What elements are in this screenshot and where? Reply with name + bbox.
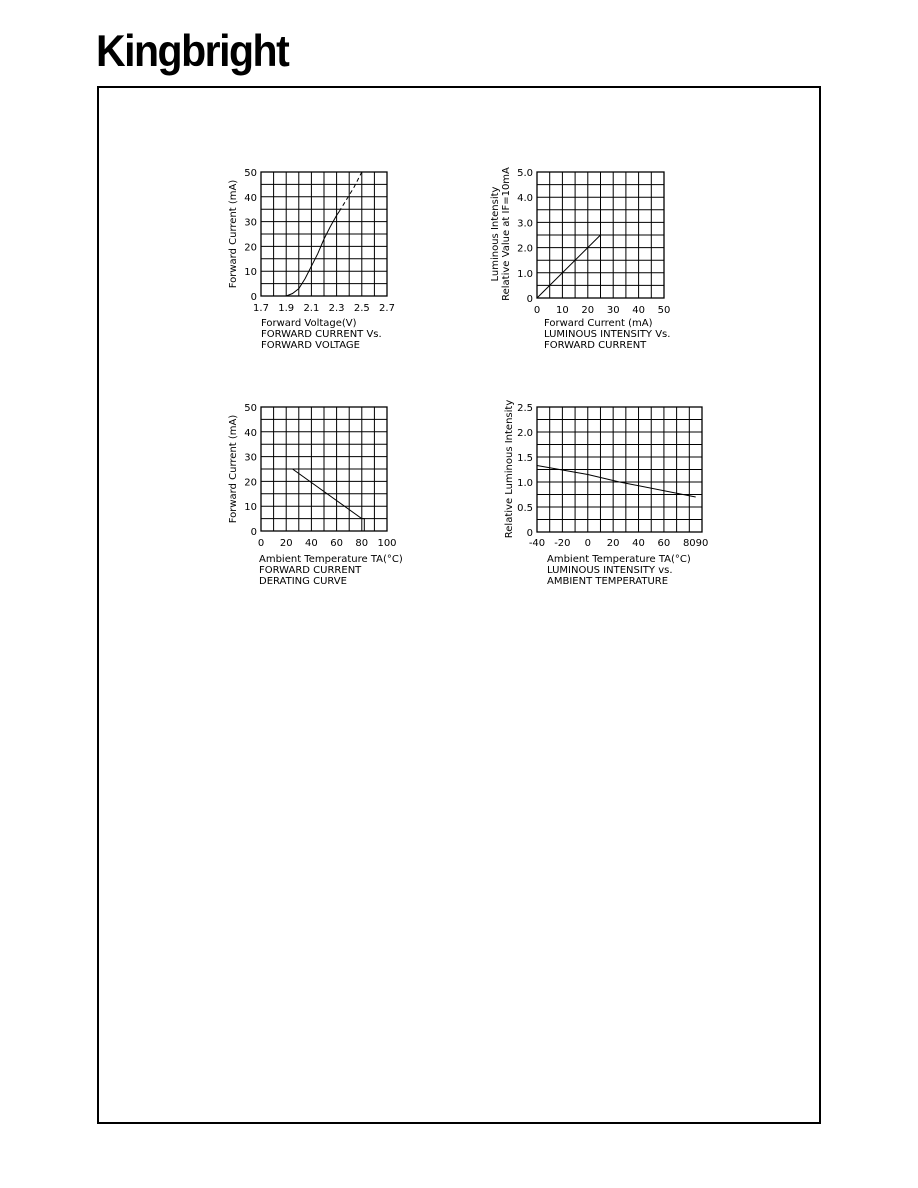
y-tick-label: 2.0 bbox=[517, 428, 533, 439]
x-axis-label: Forward Current (mA) bbox=[544, 318, 653, 329]
x-tick-label: 1.9 bbox=[278, 303, 295, 314]
x-tick-label: 2.5 bbox=[353, 303, 370, 314]
y-tick-label: 20 bbox=[244, 477, 257, 489]
y-tick-label: 5.0 bbox=[517, 168, 533, 179]
y-tick-label: 50 bbox=[244, 168, 257, 179]
y-axis-label: Forward Current (mA) bbox=[228, 414, 239, 524]
series-line bbox=[537, 235, 601, 298]
y-tick-label: 0.5 bbox=[517, 503, 533, 514]
x-tick-label: 0 bbox=[584, 538, 591, 549]
chart-caption-line: DERATING CURVE bbox=[259, 576, 347, 587]
y-tick-label: 30 bbox=[244, 217, 257, 229]
y-tick-label: 10 bbox=[244, 502, 257, 514]
x-tick-label: 2.3 bbox=[328, 303, 345, 314]
y-tick-label: 10 bbox=[244, 267, 257, 279]
x-tick-label: 80 bbox=[682, 538, 696, 549]
x-tick-label: 50 bbox=[657, 305, 671, 316]
y-tick-label: 50 bbox=[244, 403, 257, 414]
y-tick-label: 0 bbox=[526, 528, 533, 539]
y-tick-label: 4.0 bbox=[517, 193, 533, 205]
x-tick-label: 60 bbox=[330, 538, 343, 549]
y-tick-label: 3.0 bbox=[517, 218, 533, 230]
x-tick-label: 40 bbox=[632, 305, 645, 316]
series-line bbox=[537, 466, 696, 498]
y-tick-label: 1.0 bbox=[517, 478, 533, 489]
kingbright-logo: Kingbright bbox=[96, 26, 289, 76]
x-tick-label: 90 bbox=[695, 538, 709, 549]
x-tick-label: 0 bbox=[257, 538, 265, 549]
x-tick-label: 100 bbox=[377, 538, 397, 549]
x-tick-label: 0 bbox=[533, 305, 541, 316]
x-tick-label: -40 bbox=[528, 538, 546, 549]
chart-4 bbox=[504, 400, 708, 587]
x-tick-label: -20 bbox=[554, 538, 571, 549]
y-tick-label: 0 bbox=[250, 527, 257, 538]
chart-caption-line: FORWARD VOLTAGE bbox=[261, 340, 360, 351]
y-tick-label: 0 bbox=[250, 292, 257, 303]
x-tick-label: 10 bbox=[556, 305, 569, 316]
x-axis-label: Ambient Temperature TA(°C) bbox=[547, 554, 691, 565]
y-tick-label: 1.0 bbox=[517, 268, 533, 280]
x-tick-label: 1.7 bbox=[253, 303, 269, 314]
series-line-dashed bbox=[339, 172, 362, 212]
x-tick-label: 20 bbox=[279, 538, 293, 549]
chart-3 bbox=[228, 403, 403, 587]
x-tick-label: 2.1 bbox=[303, 303, 320, 314]
y-tick-label: 1.5 bbox=[517, 453, 533, 464]
y-tick-label: 20 bbox=[244, 242, 257, 254]
x-tick-label: 80 bbox=[355, 538, 369, 549]
chart-caption-line: LUMINOUS INTENSITY vs. bbox=[547, 565, 673, 576]
x-tick-label: 20 bbox=[581, 305, 595, 316]
x-axis-label: Forward Voltage(V) bbox=[261, 318, 357, 329]
y-axis-label: Forward Current (mA) bbox=[228, 179, 239, 289]
y-tick-label: 2.5 bbox=[517, 403, 533, 414]
x-tick-label: 2.7 bbox=[379, 303, 395, 314]
x-tick-label: 40 bbox=[305, 538, 318, 549]
chart-caption-line: LUMINOUS INTENSITY Vs. bbox=[544, 329, 671, 340]
y-tick-label: 2.0 bbox=[517, 243, 533, 255]
x-axis-label: Ambient Temperature TA(°C) bbox=[259, 554, 403, 565]
y-axis-label: Relative Luminous Intensity bbox=[504, 399, 515, 539]
y-tick-label: 40 bbox=[244, 427, 257, 439]
chart-caption-line: FORWARD CURRENT bbox=[259, 565, 362, 576]
x-tick-label: 60 bbox=[657, 538, 671, 549]
x-tick-label: 20 bbox=[606, 538, 620, 549]
y-tick-label: 0 bbox=[526, 294, 533, 305]
chart-2 bbox=[490, 167, 670, 351]
y-tick-label: 40 bbox=[244, 192, 257, 204]
y-axis-label: Luminous Intensity bbox=[490, 186, 501, 282]
chart-1 bbox=[228, 168, 395, 351]
x-tick-label: 30 bbox=[606, 305, 620, 316]
chart-caption-line: AMBIENT TEMPERATURE bbox=[547, 576, 669, 587]
y-tick-label: 30 bbox=[244, 452, 257, 464]
chart-caption-line: FORWARD CURRENT bbox=[544, 340, 647, 351]
chart-caption-line: FORWARD CURRENT Vs. bbox=[261, 329, 382, 340]
y-axis-label-secondary: Relative Value at IF=10mA bbox=[501, 167, 512, 301]
x-tick-label: 40 bbox=[632, 538, 645, 549]
